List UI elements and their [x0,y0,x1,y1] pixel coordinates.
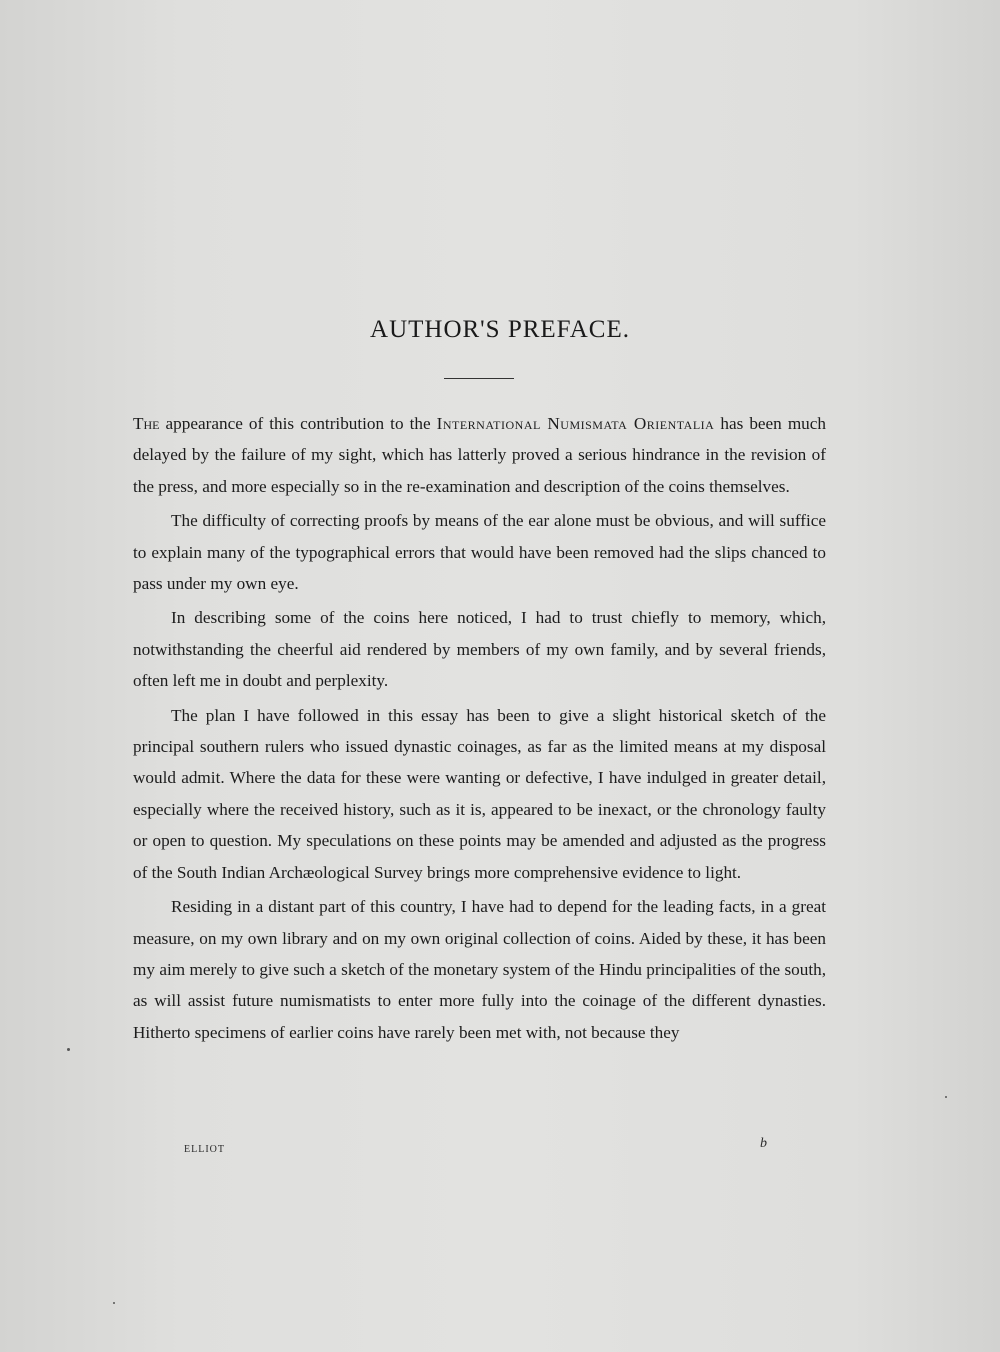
paragraph-1 [133,408,826,502]
paper-speck [113,1302,115,1304]
paragraph-5: Residing in a distant part of this country, I have had to depend for the leading facts, in a great measure, on my own library and on my own original collection of coins. Aided by these, it has been my aim merely to give such a sketch of the monetary system of the Hindu principalities of the south, as will assist future numismatists to enter more fully into the coinage of the different dynasties. Hitherto specimens of earlier coins have rarely been met with, not because they [133,897,826,1042]
series-name-small-caps: International Numismata Orientalia [436,414,715,433]
paragraph-1-lead: The [133,414,160,433]
title-divider-rule [444,378,514,379]
paragraph-2: The difficulty of correcting proofs by means of the ear alone must be obvious, and will suffice to explain many of the typographical errors that would have been removed had the slips chanced to pass under my own eye. [133,511,826,594]
paragraph-4: The plan I have followed in this essay has been to give a slight historical sketch of the principal southern rulers who issued dynastic coinages, as far as the limited means at my disposal would admit. Where the data for these were wanting or defective, I have indulged in greater detail, especially where the received history, such as it is, appeared to be inexact, or the chronology faulty or open to question. My speculations on these points may be amended and adjusted as the progress of the South Indian Archæological Survey brings more comprehensive evidence to light. [133,705,826,882]
paragraph-1-part-3: has been much delayed by the failure of my sight, which has latterly proved a serious hindrance in the revision of the press, and more especially so in the re-examination and description of the coins themselves. [133,414,827,496]
preface-body [133,408,826,1051]
page-title: AUTHOR'S PREFACE. [370,316,630,343]
footer-signature: ELLIOT [184,1144,225,1155]
paper-speck [945,1096,947,1098]
paragraph-1-part-1: appearance of this contribution to the [159,414,437,433]
paper-speck [67,1048,70,1051]
footer-signature-mark: b [760,1136,767,1151]
paragraph-3: In describing some of the coins here noticed, I had to trust chiefly to memory, which, notwithstanding the cheerful aid rendered by members of my own family, and by several friends, often left me in doubt and perplexity. [133,608,826,691]
